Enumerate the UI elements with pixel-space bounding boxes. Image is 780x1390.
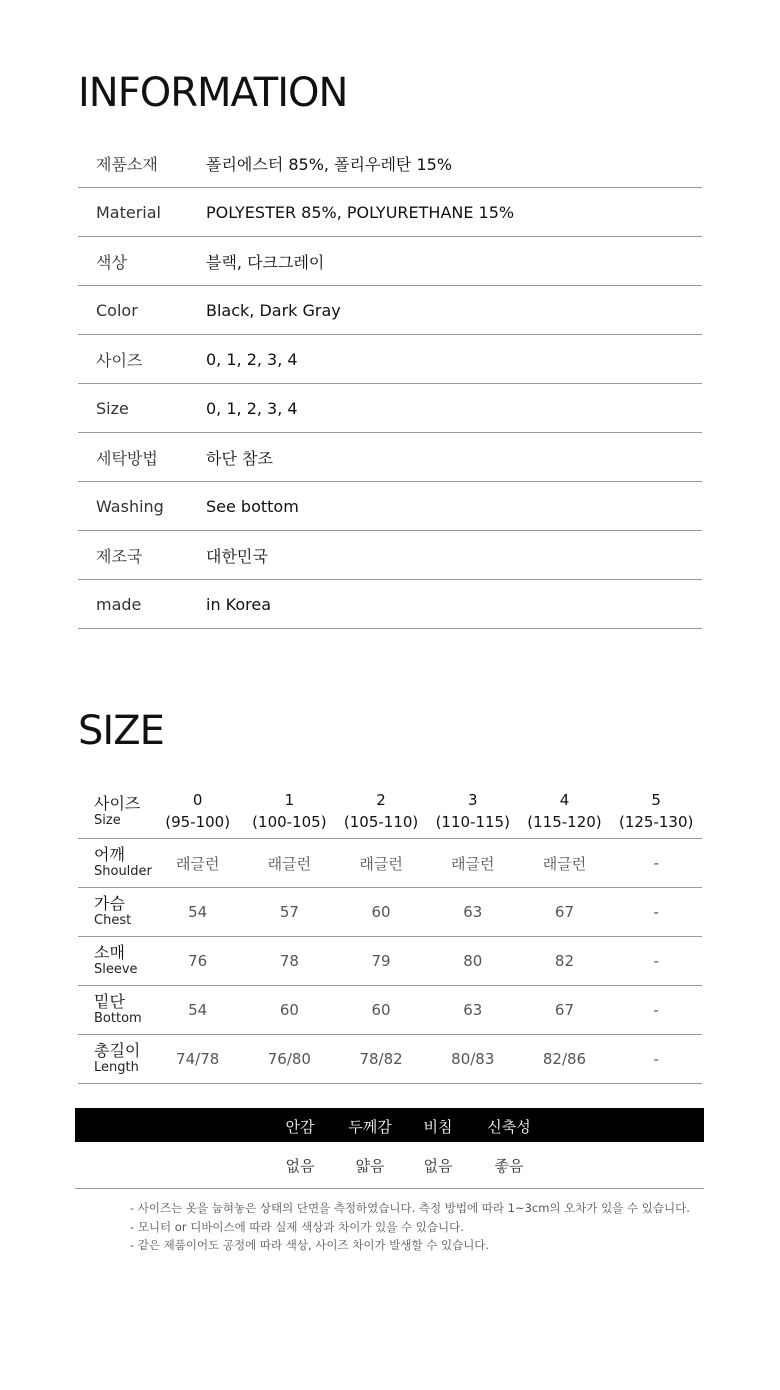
size-cell: 60 xyxy=(279,1001,299,1019)
fabric-value-lining: 없음 xyxy=(285,1157,315,1175)
size-cell: - xyxy=(653,1050,659,1068)
size-column-header xyxy=(519,790,611,834)
size-cell: 54 xyxy=(188,1001,208,1019)
size-column-header xyxy=(335,790,427,834)
info-key: 색상 xyxy=(96,252,127,272)
size-header-row xyxy=(78,786,702,839)
size-cell: 63 xyxy=(463,1001,483,1019)
fabric-header-bar xyxy=(75,1108,704,1142)
note-line: - 사이즈는 옷을 눕혀놓은 상태의 단면을 측정하였습니다. 측정 방법에 따라 1~3cm의 오차가 있을 수 있습니다. xyxy=(130,1201,690,1215)
size-column-header xyxy=(244,790,336,834)
fabric-header-lining: 안감 xyxy=(285,1118,315,1136)
info-value: 폴리에스터 85%, 폴리우레탄 15% xyxy=(206,154,453,174)
size-cell: 67 xyxy=(554,1001,575,1019)
info-row xyxy=(78,580,702,629)
fabric-value-stretch: 좋음 xyxy=(494,1157,524,1175)
fabric-value-thickness: 얇음 xyxy=(355,1157,385,1175)
info-key: 제조국 xyxy=(96,546,143,566)
fabric-values-row xyxy=(75,1144,704,1189)
size-cell: 82/86 xyxy=(542,1050,587,1068)
measure-en: Length xyxy=(94,1060,139,1076)
size-label-ko: 사이즈 xyxy=(94,794,141,814)
info-key: made xyxy=(96,594,142,614)
info-key: Washing xyxy=(96,496,164,516)
info-row xyxy=(78,188,702,237)
info-row xyxy=(78,335,702,384)
measure-ko: 소매 xyxy=(94,943,125,963)
info-value: See bottom xyxy=(206,496,299,516)
measure-en: Sleeve xyxy=(94,962,138,978)
measure-ko: 밑단 xyxy=(94,992,125,1012)
size-number: 3 xyxy=(468,791,478,810)
measure-en: Bottom xyxy=(94,1011,142,1027)
size-range: (105-110) xyxy=(343,813,419,831)
size-range: (110-115) xyxy=(435,813,510,831)
measure-label xyxy=(78,847,152,878)
size-cell: 57 xyxy=(279,903,299,921)
size-row-shoulder xyxy=(78,839,702,888)
info-value: Black, Dark Gray xyxy=(206,300,341,320)
information-table xyxy=(78,139,702,629)
size-cell: 82 xyxy=(554,952,575,970)
size-cell: 78/82 xyxy=(359,1050,403,1068)
size-cell: 래글런 xyxy=(359,854,403,873)
measure-label xyxy=(78,994,152,1025)
size-row-chest xyxy=(78,888,702,937)
measure-en: Shoulder xyxy=(94,864,152,880)
info-key: Color xyxy=(96,300,138,320)
fabric-value-sheerness: 없음 xyxy=(423,1157,453,1175)
size-row-bottom xyxy=(78,986,702,1035)
info-key: 세탁방법 xyxy=(96,448,158,468)
size-number: 4 xyxy=(559,791,570,810)
note-line: - 모니터 or 디바이스에 따라 실제 색상과 차이가 있을 수 있습니다. xyxy=(130,1219,464,1234)
size-title: SIZE xyxy=(78,708,164,754)
size-range: (100-105) xyxy=(252,813,327,831)
size-range: (95-100) xyxy=(165,813,231,831)
size-cell: - xyxy=(653,952,659,970)
size-cell: - xyxy=(653,1001,659,1019)
size-cell: 래글런 xyxy=(175,854,220,873)
size-number: 1 xyxy=(284,791,295,810)
info-value: 블랙, 다크그레이 xyxy=(206,252,325,272)
size-cell: 76 xyxy=(188,952,208,970)
size-number: 0 xyxy=(192,791,203,810)
size-row-sleeve xyxy=(78,937,702,986)
info-row xyxy=(78,237,702,286)
info-key: Material xyxy=(96,202,161,222)
size-column-header xyxy=(610,790,702,834)
size-cell: 79 xyxy=(371,952,391,970)
size-header-label xyxy=(78,796,152,827)
size-cell: - xyxy=(653,903,659,921)
info-value: 대한민국 xyxy=(206,546,268,566)
information-title: INFORMATION xyxy=(78,70,348,116)
notes xyxy=(130,1199,690,1255)
info-row xyxy=(78,139,702,188)
measure-label xyxy=(78,945,152,976)
size-cell: 76/80 xyxy=(267,1050,311,1068)
size-cell: 67 xyxy=(554,903,575,921)
size-cell: 80/83 xyxy=(451,1050,495,1068)
size-cell: 60 xyxy=(371,1001,391,1019)
size-number: 5 xyxy=(651,791,661,810)
size-table xyxy=(78,786,702,1084)
size-column-header xyxy=(427,790,519,834)
size-label-en: Size xyxy=(94,813,121,829)
info-value: POLYESTER 85%, POLYURETHANE 15% xyxy=(206,202,515,222)
size-cell: 래글런 xyxy=(267,854,312,873)
size-number: 2 xyxy=(376,791,386,810)
size-cell: - xyxy=(653,854,659,872)
measure-en: Chest xyxy=(94,913,132,929)
size-cell: 54 xyxy=(188,903,208,921)
info-value: 0, 1, 2, 3, 4 xyxy=(206,349,298,369)
measure-ko: 가슴 xyxy=(94,894,125,914)
info-key: 사이즈 xyxy=(96,350,143,370)
measure-label xyxy=(78,1043,152,1074)
info-key: Size xyxy=(96,398,129,418)
fabric-header-stretch: 신축성 xyxy=(487,1118,531,1136)
size-cell: 63 xyxy=(463,903,483,921)
fabric-header-sheerness: 비침 xyxy=(423,1118,453,1136)
measure-ko: 어깨 xyxy=(94,845,125,865)
measure-ko: 총길이 xyxy=(94,1041,141,1061)
size-column-header xyxy=(152,790,244,834)
size-cell: 래글런 xyxy=(451,854,495,873)
info-value: in Korea xyxy=(206,594,272,614)
size-row-length xyxy=(78,1035,702,1084)
size-range: (115-120) xyxy=(527,813,602,831)
info-value: 하단 참조 xyxy=(206,448,273,468)
size-cell: 60 xyxy=(371,903,391,921)
size-cell: 래글런 xyxy=(542,854,587,873)
size-range: (125-130) xyxy=(618,813,694,831)
note-line: - 같은 제품이어도 공정에 따라 색상, 사이즈 차이가 발생할 수 있습니다. xyxy=(130,1238,490,1252)
info-value: 0, 1, 2, 3, 4 xyxy=(206,398,298,418)
info-row xyxy=(78,482,702,531)
size-cell: 74/78 xyxy=(176,1050,220,1068)
info-row xyxy=(78,384,702,433)
measure-label xyxy=(78,896,152,927)
size-cell: 80 xyxy=(463,952,483,970)
info-row xyxy=(78,286,702,335)
fabric-header-thickness: 두께감 xyxy=(348,1118,392,1136)
info-row xyxy=(78,531,702,580)
info-key: 제품소재 xyxy=(96,154,158,174)
size-cell: 78 xyxy=(279,952,299,970)
info-row xyxy=(78,433,702,482)
